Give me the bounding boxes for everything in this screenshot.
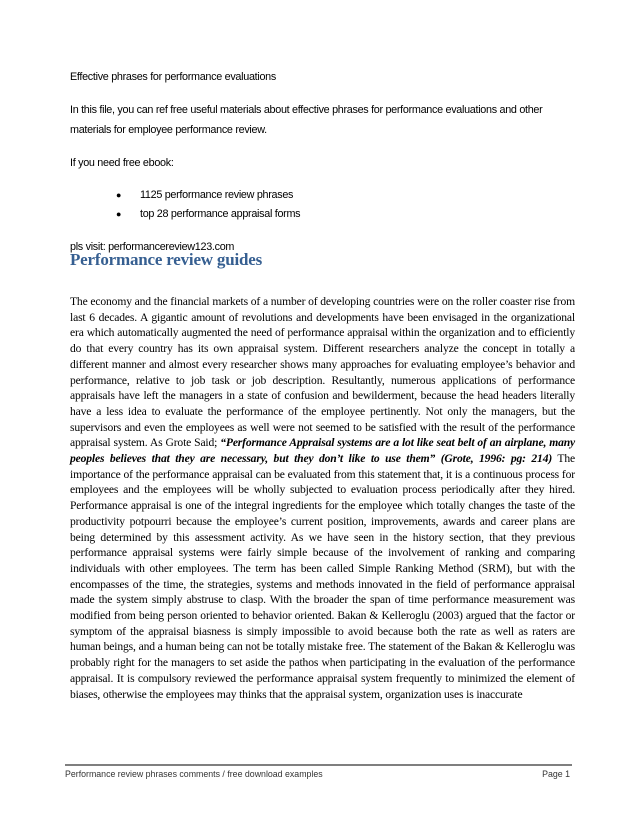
paragraph-text-after: The importance of the performance appraisal can be evaluated from this statement that, it is a continuous process for employees and the employees will be wholly subjected to evaluation process periodically after they hired. Performance appraisal is one of the integral ingredients for the employee which totally changes the taste of the productivity potpourri because the employee’s current position, improvements, awards and career plans are being determined by this assessment activity. As we have seen in the history section, that they previous performance appraisal systems were fairly simple because of the involvement of ranking and comparing individuals with other employees. The term has been called Simple Ranking Method (SRM), but with the encompasses of the time, the strategies, systems and methods innovated in the field of performance appraisal made the system simply abstruse to clasp. With the broader the span of time performance measurement was modified from being person oriented to behavior oriented. Bakan & Kelleroglu (2003) argued that the factor or symptom of the appraisal biasness is simply impossible to avoid because both the rate as well as raters are human beings, and a human being can not be totally mistake free. The statement of the Bakan & Kelleroglu was probably right for the managers to set aside the pathos when participating in the evaluation of the performance appraisal. It is compulsory reviewed the performance appraisal system frequently to minimized the element of biases, otherwise the employees may thinks that the appraisal system, organization uses is inaccurate [70, 452, 575, 701]
footer-divider [65, 764, 572, 766]
intro-description: In this file, you can ref free useful materials about effective phrases for performance evaluations and other materials for employee performance review. [70, 104, 543, 136]
bullet-icon: ● [116, 190, 122, 200]
grote-quote: “Performance Appraisal systems are a lot like seat belt of an airplane, many peoples believes that they are necessary, but they don’t like to use them” (Grote, 1996: pg: 214) [70, 436, 576, 466]
footer-text: Performance review phrases comments / free download examples [65, 769, 323, 779]
ebook-item-label: 1125 performance review phrases [140, 189, 294, 201]
ebook-list [70, 186, 580, 224]
section-title: Performance review guides [70, 250, 263, 269]
intro-title: Effective phrases for performance evaluations [70, 71, 276, 83]
ebook-prompt: If you need free ebook: [70, 157, 174, 169]
ebook-item-label: top 28 performance appraisal forms [140, 208, 301, 220]
visit-link-text[interactable]: pls visit: performancereview123.com [70, 241, 235, 253]
page-number: Page 1 [542, 769, 570, 779]
list-item [116, 186, 580, 205]
paragraph-text-before: The economy and the financial markets of a number of developing countries were on the roller coaster rise from last 6 decades. A gigantic amount of revolutions and developments have been envisaged in the organizational era which automatically augmented the need of performance appraisal within the organization and to efficiently do that every country has its own appraisal system. Different researchers analyze the concept in totally a different manner and almost every researcher shows many approaches for evaluating employee’s behavior and performance, relative to job task or job description. Resultantly, numerous applications of performance appraisals have left the managers in a state of confusion and bewilderment, because the head headers literally have a less idea to evaluate the performance of the employee pertinently. Not only the managers, but the supervisors and even the employees as well were not seemed to be satisfied with the result of the performance appraisal system. As Grote Said; [70, 295, 575, 450]
list-item [116, 205, 580, 224]
body-paragraph [70, 294, 575, 702]
intro-block [70, 67, 580, 257]
bullet-icon: ● [116, 209, 122, 219]
